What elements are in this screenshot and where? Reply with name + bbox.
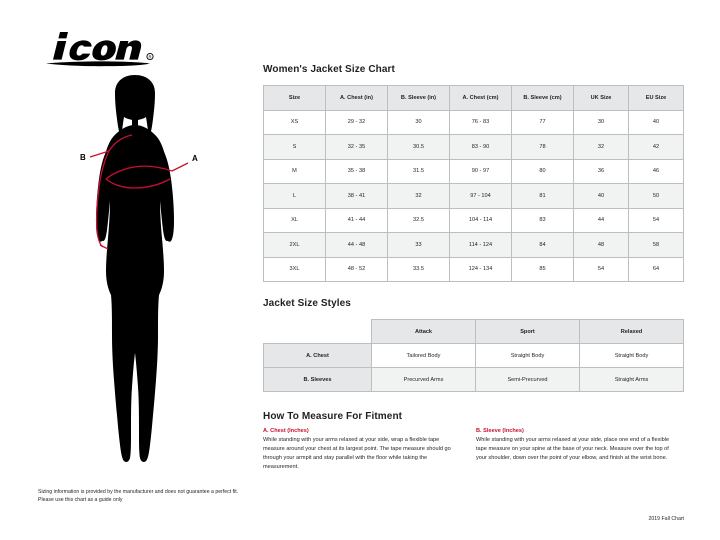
col-sleeve-in: B. Sleeve (in) [388,86,450,111]
cell-sleeve-cm: 83 [512,208,574,233]
table-row [264,184,684,209]
styles-row-label-sleeves: B. Sleeves [264,368,372,392]
col-sport: Sport [476,320,580,344]
styles-header-row [264,320,684,344]
cell-chest-in: 32 - 35 [326,135,388,160]
cell-sleeve-in: 32.5 [388,208,450,233]
how-to-sleeve-heading: B. Sleeve (Inches) [476,428,524,434]
col-chest-in: A. Chest (in) [326,86,388,111]
cell-chest-cm: 114 - 124 [450,233,512,258]
cell-sleeve-cm: 81 [512,184,574,209]
cell-chest-in: 41 - 44 [326,208,388,233]
cell-eu: 58 [629,233,684,258]
cell-eu: 50 [629,184,684,209]
cell-sleeve-cm: 85 [512,257,574,282]
cell-chest-cm: 90 - 97 [450,159,512,184]
styles-cell-attack-sleeves: Precurved Arms [372,368,476,392]
cell-eu: 40 [629,110,684,135]
left-panel [0,0,250,540]
cell-uk: 48 [574,233,629,258]
size-styles-title: Jacket Size Styles [263,298,351,309]
cell-chest-cm: 104 - 114 [450,208,512,233]
cell-sleeve-in: 33.5 [388,257,450,282]
cell-uk: 40 [574,184,629,209]
cell-eu: 64 [629,257,684,282]
cell-uk: 54 [574,257,629,282]
cell-size: S [264,135,326,160]
icon-brand-logo [38,28,156,68]
cell-chest-cm: 83 - 90 [450,135,512,160]
cell-sleeve-in: 33 [388,233,450,258]
styles-row-label-chest: A. Chest [264,344,372,368]
size-chart-title: Women's Jacket Size Chart [263,64,395,75]
col-attack: Attack [372,320,476,344]
col-size: Size [264,86,326,111]
cell-uk: 32 [574,135,629,160]
table-row [264,257,684,282]
cell-chest-in: 44 - 48 [326,233,388,258]
svg-text:R: R [148,54,152,60]
styles-cell-sport-chest: Straight Body [476,344,580,368]
how-to-sleeve-column [476,428,671,472]
cell-chest-in: 38 - 41 [326,184,388,209]
col-eu-size: EU Size [629,86,684,111]
figure-silhouette [96,75,174,462]
styles-corner-cell [264,320,372,344]
table-header-row [264,86,684,111]
table-row [264,233,684,258]
cell-chest-cm: 76 - 83 [450,110,512,135]
cell-size: 2XL [264,233,326,258]
table-row [264,208,684,233]
cell-uk: 44 [574,208,629,233]
styles-cell-relaxed-sleeves: Straight Arms [580,368,684,392]
chart-edition-label: 2019 Fall Chart [648,516,684,522]
cell-size: XL [264,208,326,233]
cell-eu: 46 [629,159,684,184]
how-to-measure-block [263,428,683,472]
how-to-measure-title: How To Measure For Fitment [263,411,403,422]
how-to-chest-heading: A. Chest (Inches) [263,428,309,434]
size-chart-table [263,85,684,282]
callout-b-label: B [80,153,86,162]
col-sleeve-cm: B. Sleeve (cm) [512,86,574,111]
disclaimer-text: Sizing information is provided by the manufacturer and does not guarantee a perfect fit. Please use this chart as a guide only [38,489,239,504]
col-uk-size: UK Size [574,86,629,111]
col-relaxed: Relaxed [580,320,684,344]
styles-row [264,344,684,368]
col-chest-cm: A. Chest (cm) [450,86,512,111]
cell-sleeve-in: 31.5 [388,159,450,184]
cell-uk: 30 [574,110,629,135]
how-to-chest-column [263,428,458,472]
cell-chest-in: 35 - 38 [326,159,388,184]
cell-sleeve-cm: 77 [512,110,574,135]
styles-row [264,368,684,392]
table-row [264,110,684,135]
cell-sleeve-cm: 80 [512,159,574,184]
callout-a-label: A [192,154,198,163]
cell-uk: 36 [574,159,629,184]
cell-chest-cm: 97 - 104 [450,184,512,209]
table-row [264,159,684,184]
cell-sleeve-in: 30.5 [388,135,450,160]
how-to-sleeve-body: While standing with your arms relaxed at your side, place one end of a flexible tape measure on your spine at the base of your neck. Measure over the top of your shoulder, down over the point of your elbow, and finish at the wrist bone. [476,437,670,462]
table-row [264,135,684,160]
cell-eu: 54 [629,208,684,233]
cell-sleeve-in: 32 [388,184,450,209]
right-panel [263,0,683,540]
cell-size: 3XL [264,257,326,282]
styles-cell-sport-sleeves: Semi-Precurved [476,368,580,392]
cell-size: XS [264,110,326,135]
cell-chest-in: 29 - 32 [326,110,388,135]
how-to-chest-body: While standing with your arms relaxed at your side, wrap a flexible tape measure around your chest at its largest point. The tape measure should go through your armpit and stay parallel with the floor while taking the measurement. [263,437,451,471]
cell-chest-in: 48 - 52 [326,257,388,282]
jacket-size-styles-table [263,319,684,392]
female-figure-illustration [20,75,250,475]
cell-eu: 42 [629,135,684,160]
cell-sleeve-cm: 78 [512,135,574,160]
cell-size: L [264,184,326,209]
cell-chest-cm: 124 - 134 [450,257,512,282]
cell-size: M [264,159,326,184]
styles-cell-attack-chest: Tailored Body [372,344,476,368]
cell-sleeve-in: 30 [388,110,450,135]
styles-cell-relaxed-chest: Straight Body [580,344,684,368]
cell-sleeve-cm: 84 [512,233,574,258]
